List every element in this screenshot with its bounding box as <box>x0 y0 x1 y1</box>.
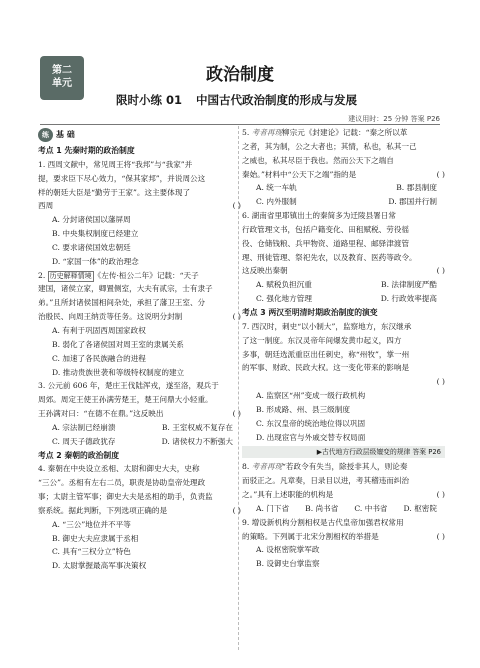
option-d[interactable]: D. 郡国并行制 <box>388 197 437 207</box>
question-text: 治殷民、向周王纳贡等任务。这说明分封制 <box>38 312 183 322</box>
page-title: 政治制度 <box>206 65 274 85</box>
answer-blank[interactable]: ( ) <box>436 266 445 276</box>
option-d[interactable]: D. 诸侯权力不断强大 <box>161 436 233 446</box>
header-rule <box>40 124 440 125</box>
option-b[interactable]: B. 御史大夫应隶属于丞相 <box>52 533 139 543</box>
question-text: 之者，其为制，公之大者也；其情，私也，私其一己 <box>242 141 417 151</box>
basics-heading <box>38 126 241 144</box>
question-text-last <box>242 264 445 278</box>
answer-blank[interactable]: ( ) <box>436 377 445 387</box>
question-text: 6. 湖南省里耶镇出土的秦简多为迁陵县署日常 <box>242 211 396 221</box>
option-c[interactable]: C. 内外服制 <box>256 197 297 207</box>
option-row <box>242 181 445 195</box>
question-text: 而驳正之。凡章奏，日录目以进，考其稽违而纠治 <box>242 476 410 486</box>
option-b[interactable]: B. 弱化了各诸侯国对周王室的隶属关系 <box>52 339 184 349</box>
question-text: 弟。”且所封诸侯国相间杂处，承担了藩卫王室、分 <box>38 298 206 308</box>
option-a[interactable]: A. 有利于巩固西周国家政权 <box>52 325 146 335</box>
question-text: 样的朝廷大臣是“勤劳于王家”。这主要体现了 <box>38 187 191 197</box>
question-text-first <box>242 126 445 140</box>
question-text-last <box>38 504 241 518</box>
source-tag: 考者再现 <box>251 128 283 137</box>
answer-blank[interactable]: ( ) <box>232 201 241 211</box>
option-c[interactable]: C. 加速了各民族融合的进程 <box>52 353 146 363</box>
question-text: 《左传·桓公二年》记载：“天子 <box>93 270 199 280</box>
question-text: 之。”具有上述职能的机构是 <box>242 490 334 500</box>
question-text-first <box>38 269 241 283</box>
question-text-first <box>242 460 445 474</box>
question-text: 西周 <box>38 201 54 211</box>
unit-badge-line2: 单元 <box>52 78 72 89</box>
option-d[interactable]: D. 推动贵族世袭和等级特权制度的建立 <box>52 367 185 377</box>
question-text-last <box>242 488 445 502</box>
question-text: 的军事、财政、民政大权。这一变化带来的影响是 <box>242 363 410 373</box>
page-subtitle <box>116 92 357 108</box>
option-a[interactable]: A. 门下省 <box>256 503 290 513</box>
question-text-last <box>38 407 241 421</box>
question-text: 9. 增设新机构分割相权是古代皇帝加强君权常用 <box>242 517 404 527</box>
section-heading: 考点 2 秦朝的政治制度 <box>38 450 120 460</box>
question-text: 事；太尉主管军事；御史大夫是丞相的助手，负责监 <box>38 492 213 502</box>
answer-blank[interactable]: ( ) <box>436 169 445 179</box>
question-5 <box>242 126 445 209</box>
question-8 <box>242 460 445 515</box>
question-text: 3. 公元前 606 年，楚庄王伐陆浑戎，遂至洛，观兵于 <box>38 381 219 391</box>
option-c[interactable]: C. 周天子德政犹存 <box>52 436 116 446</box>
subtitle-text: 中国古代政治制度的形成与发展 <box>196 93 358 107</box>
option-b[interactable]: B. 形成路、州、县三级制度 <box>256 404 350 414</box>
question-text: 柳宗元《封建论》记载：“秦之所以革 <box>282 128 408 137</box>
question-text: 周郊。周定王使王孙满劳楚王，楚王问鼎大小轻重。 <box>38 395 213 405</box>
rule-note-strip[interactable]: ▶古代地方行政层级嬗变的规律 答案 P26 <box>242 446 445 458</box>
option-row <box>242 278 445 292</box>
answer-blank[interactable]: ( ) <box>436 490 445 500</box>
option-row <box>38 435 241 449</box>
option-a[interactable]: A. 统一车轨 <box>256 183 297 193</box>
question-text: 王孙满对曰：“在德不在鼎。”这反映出 <box>38 409 164 419</box>
option-a[interactable]: A. 宗法制已经崩溃 <box>52 422 116 432</box>
question-answer-line <box>242 375 445 389</box>
option-b[interactable]: B. 王室权威不复存在 <box>161 422 233 432</box>
option-a[interactable]: A. 分封诸侯国以藩屏周 <box>52 215 131 225</box>
context-tag: 历史解释情境 <box>49 271 92 280</box>
question-text: 4. 秦朝在中央设立丞相、太尉和御史大夫，史称 <box>38 464 200 474</box>
option-c[interactable]: C. 东汉皇帝的统治地位得以巩固 <box>256 418 366 428</box>
question-7 <box>242 320 445 445</box>
question-4 <box>38 462 241 573</box>
question-text: 役、仓储钱粮、兵甲物资、道路里程、邮驿津渡管 <box>242 238 410 248</box>
question-number: 2. <box>38 270 46 280</box>
section-heading: 考点 3 两汉至明清时期政治制度的演变 <box>242 307 378 317</box>
section-heading: 考点 1 先秦时期的政治制度 <box>38 146 135 155</box>
question-text: 理、刑徒管理、祭祀先农，以及教育、医药等政令。 <box>242 252 417 262</box>
option-a[interactable]: A. 赋税负担沉重 <box>256 280 312 290</box>
question-text-last <box>38 310 241 324</box>
option-c[interactable]: C. 要求诸侯国效忠朝廷 <box>52 242 131 252</box>
question-text: 之威也，私其尽臣于我也。然而公天下之端自 <box>242 155 394 165</box>
question-text: “三公”。丞相有左右二员，职责是协助皇帝处理政 <box>38 478 206 488</box>
question-text: 建国，诸侯立家，卿置侧室，大夫有贰宗，士有隶子 <box>38 284 213 294</box>
answer-blank[interactable]: ( ) <box>232 312 241 322</box>
option-b[interactable]: B. 郡县制度 <box>396 183 437 193</box>
option-d[interactable]: D. 太尉掌握最高军事决策权 <box>52 561 147 571</box>
option-b[interactable]: B. 法律制度严酷 <box>381 280 437 290</box>
subtitle-label: 限时小练 01 <box>116 93 183 107</box>
question-text: 行政管理文书，包括户籍变化、田租赋税、劳役徭 <box>242 224 410 234</box>
source-tag: 考者再现 <box>251 462 283 472</box>
option-row <box>38 421 241 435</box>
question-text: 1. 西周文献中，常见周王将“我邦”与“我家”并 <box>38 159 193 169</box>
option-d[interactable]: D. “家国一体”的政治理念 <box>52 256 139 266</box>
question-text: 察系统。据此判断，下列选项正确的是 <box>38 505 168 515</box>
option-b[interactable]: B. 尚书省 <box>305 503 339 513</box>
question-text-last <box>242 168 445 182</box>
left-column <box>38 126 241 573</box>
option-b[interactable]: B. 中央集权制度已经建立 <box>52 229 139 239</box>
question-text: 了这一制度。东汉灵帝年间爆发黄巾起义，四方 <box>242 335 402 345</box>
question-text: 的策略。下列属于北宋分割相权的举措是 <box>242 531 379 541</box>
question-2 <box>38 269 241 380</box>
time-hint: 建议用时：25 分钟 答案 P26 <box>348 115 440 123</box>
question-9 <box>242 516 445 571</box>
answer-blank[interactable]: ( ) <box>232 505 241 515</box>
option-d[interactable]: D. 行政效率提高 <box>380 294 437 304</box>
question-text: 7. 西汉时，刺史“以小制大”，监察地方，东汉继承 <box>242 321 412 331</box>
option-d[interactable]: D. 出现宦官与外戚交替专权局面 <box>256 432 366 442</box>
question-1 <box>38 158 241 269</box>
question-number: 8. <box>242 462 250 472</box>
option-c[interactable]: C. 中书省 <box>354 503 388 513</box>
question-6 <box>242 209 445 306</box>
unit-badge-line1: 第二 <box>52 65 72 76</box>
question-text: “若政令有失当，除授非其人，则论奏 <box>282 462 408 472</box>
option-d[interactable]: D. 枢密院 <box>403 503 437 513</box>
question-3 <box>38 379 241 448</box>
question-text: 多事，朝廷选派重臣出任刺史，称“州牧”，掌一州 <box>242 349 410 359</box>
question-text-last <box>242 530 445 544</box>
right-column <box>242 126 445 571</box>
practice-icon: 练 <box>38 128 53 142</box>
option-row <box>242 292 445 306</box>
answer-blank[interactable]: ( ) <box>232 409 241 419</box>
option-row <box>242 502 445 516</box>
answer-blank[interactable]: ( ) <box>436 531 445 541</box>
option-a[interactable]: A. 设枢密院掌军政 <box>256 545 320 555</box>
basics-label: 基 础 <box>56 129 75 140</box>
question-text: 这反映出秦朝 <box>242 266 288 276</box>
question-text: 提，要求臣下尽心效力，“保其家邦”，并说周公这 <box>38 173 206 183</box>
question-text: 秦始。”材料中“公天下之端”指的是 <box>242 169 357 179</box>
option-c[interactable]: C. 强化地方管理 <box>256 294 312 304</box>
option-row <box>242 195 445 209</box>
question-number: 5. <box>242 128 250 137</box>
option-b[interactable]: B. 设御史台掌监察 <box>256 559 320 569</box>
option-a[interactable]: A. “三公”地位并不平等 <box>52 519 131 529</box>
question-text-last <box>38 199 241 213</box>
option-c[interactable]: C. 具有“三权分立”特色 <box>52 547 131 557</box>
option-a[interactable]: A. 监察区“州”变成一级行政机构 <box>256 391 366 401</box>
